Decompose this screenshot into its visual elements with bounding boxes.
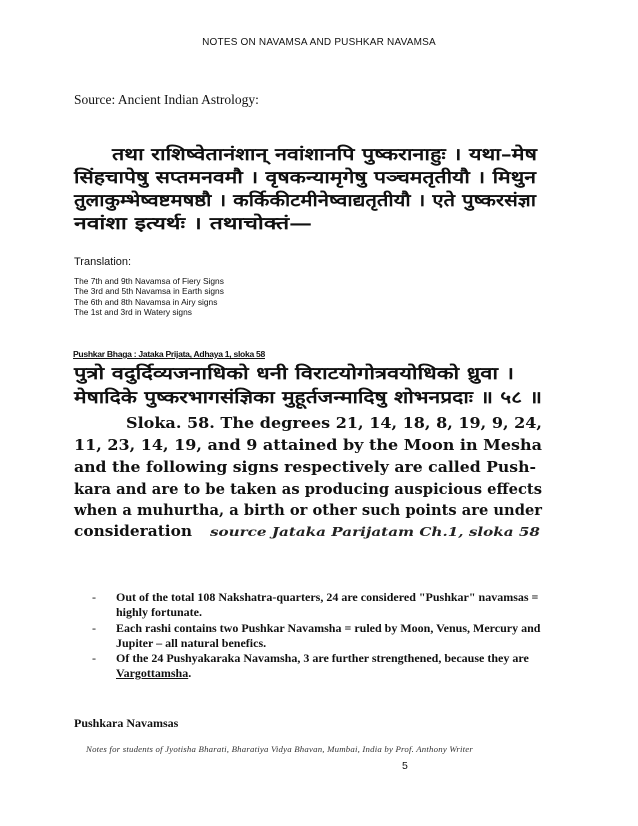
bullet-text — [116, 651, 572, 682]
sanskrit-scan-1 — [72, 140, 540, 238]
bullet-text: Out of the total 108 Nakshatra-quarters, 24 are considered "Pushkar" navamsas = highly fortunate. — [116, 590, 539, 620]
pushkar-bullet-list — [92, 590, 572, 682]
source-line: Source: Ancient Indian Astrology: — [74, 92, 259, 107]
sanskrit-line-3: तुलाकुम्भेष्वष्टमषष्ठौ । कर्किकीटमीनेष्वाद्यतृतीयौ । एते पुष्करसंज्ञा — [74, 191, 463, 211]
bullet-item-3 — [92, 651, 572, 682]
page-header: NOTES ON NAVAMSA AND PUSHKAR NAVAMSA — [202, 37, 436, 48]
pushkara-navamsas-title: Pushkara Navamsas — [74, 716, 179, 730]
vargottamsha-term: Vargottamsha — [116, 666, 189, 681]
sloka-english-line-4: kara and are to be taken as producing auspicious effects — [74, 480, 542, 498]
sanskrit-line-4: नवांशा इत्यर्थः । तथाचोक्तं— — [74, 214, 251, 234]
sloka-english-line-2: 11, 23, 14, 19, and 9 attained by the Moon in Mesha — [74, 436, 543, 454]
sloka-source-note: source Jataka Parijatam Ch.1, sloka 58 — [210, 524, 541, 539]
translation-line-2: The 3rd and 5th Navamsa in Earth signs — [74, 286, 224, 297]
sanskrit-passage-image-1 — [72, 140, 540, 238]
translation-list — [74, 276, 224, 318]
sanskrit-line-2: सिंहचापेषु सप्तमनवमौ । वृषकन्यामृगेषु पञ्चमतृतीयौ । मिथुन — [74, 168, 446, 188]
jataka-parijata-scan — [60, 361, 560, 541]
bullet-text: Each rashi contains two Pushkar Navamsha = ruled by Moon, Venus, Mercury and Jupiter – all natural benefics. — [116, 620, 541, 650]
sloka-english-line-3: and the following signs respectively are called Push- — [74, 458, 536, 476]
bullet-text-before: Of the 24 Pushyakaraka Navamsha, 3 are further strengthened, because they are — [116, 651, 529, 666]
sanskrit-line-1: तथा राशिष्वेतानंशान् नवांशानपि पुष्करानाहुः । यथा–मेष — [112, 145, 448, 165]
bullet-item-2 — [92, 621, 572, 652]
translation-line-1: The 7th and 9th Navamsa of Fiery Signs — [74, 276, 224, 286]
bullet-dash: - — [92, 651, 96, 666]
pushkar-bhaga-heading: Pushkar Bhaga : Jataka Prijata, Adhaya 1, sloka 58 — [73, 349, 265, 359]
bullet-dash: - — [92, 620, 96, 635]
bullet-dash: - — [92, 590, 96, 604]
sloka-english-line-1: Sloka. 58. The degrees 21, 14, 18, 8, 19, 9, 24, — [126, 414, 542, 432]
sloka-devanagari-line-2: मेषादिके पुष्करभागसंज्ञिका मुहूर्तजन्मादिषु शोभनप्रदाः ॥ ५८ ॥ — [74, 388, 453, 408]
sloka-english-line-6: consideration — [74, 522, 193, 540]
sloka-english-line-5: when a muhurtha, a birth or other such points are under — [73, 501, 544, 519]
bullet-text-after: . — [188, 666, 192, 681]
page-number: 5 — [402, 760, 408, 772]
translation-title: Translation: — [74, 256, 132, 268]
footer-note: Notes for students of Jyotisha Bharati, Bharatiya Vidya Bhavan, Mumbai, India by Prof. Anthony Writer — [86, 744, 474, 754]
sloka-devanagari-line-1: पुत्रो वदुर्दिव्यजनाधिको धनी विराटयोगोत्रवयोधिको ध्रुवा । — [74, 364, 416, 384]
translation-line-3: The 6th and 8th Navamsa in Airy signs — [74, 296, 218, 307]
jataka-scan-svg — [60, 361, 560, 541]
translation-line-4: The 1st and 3rd in Watery signs — [74, 307, 192, 318]
bullet-item-1 — [92, 590, 572, 621]
